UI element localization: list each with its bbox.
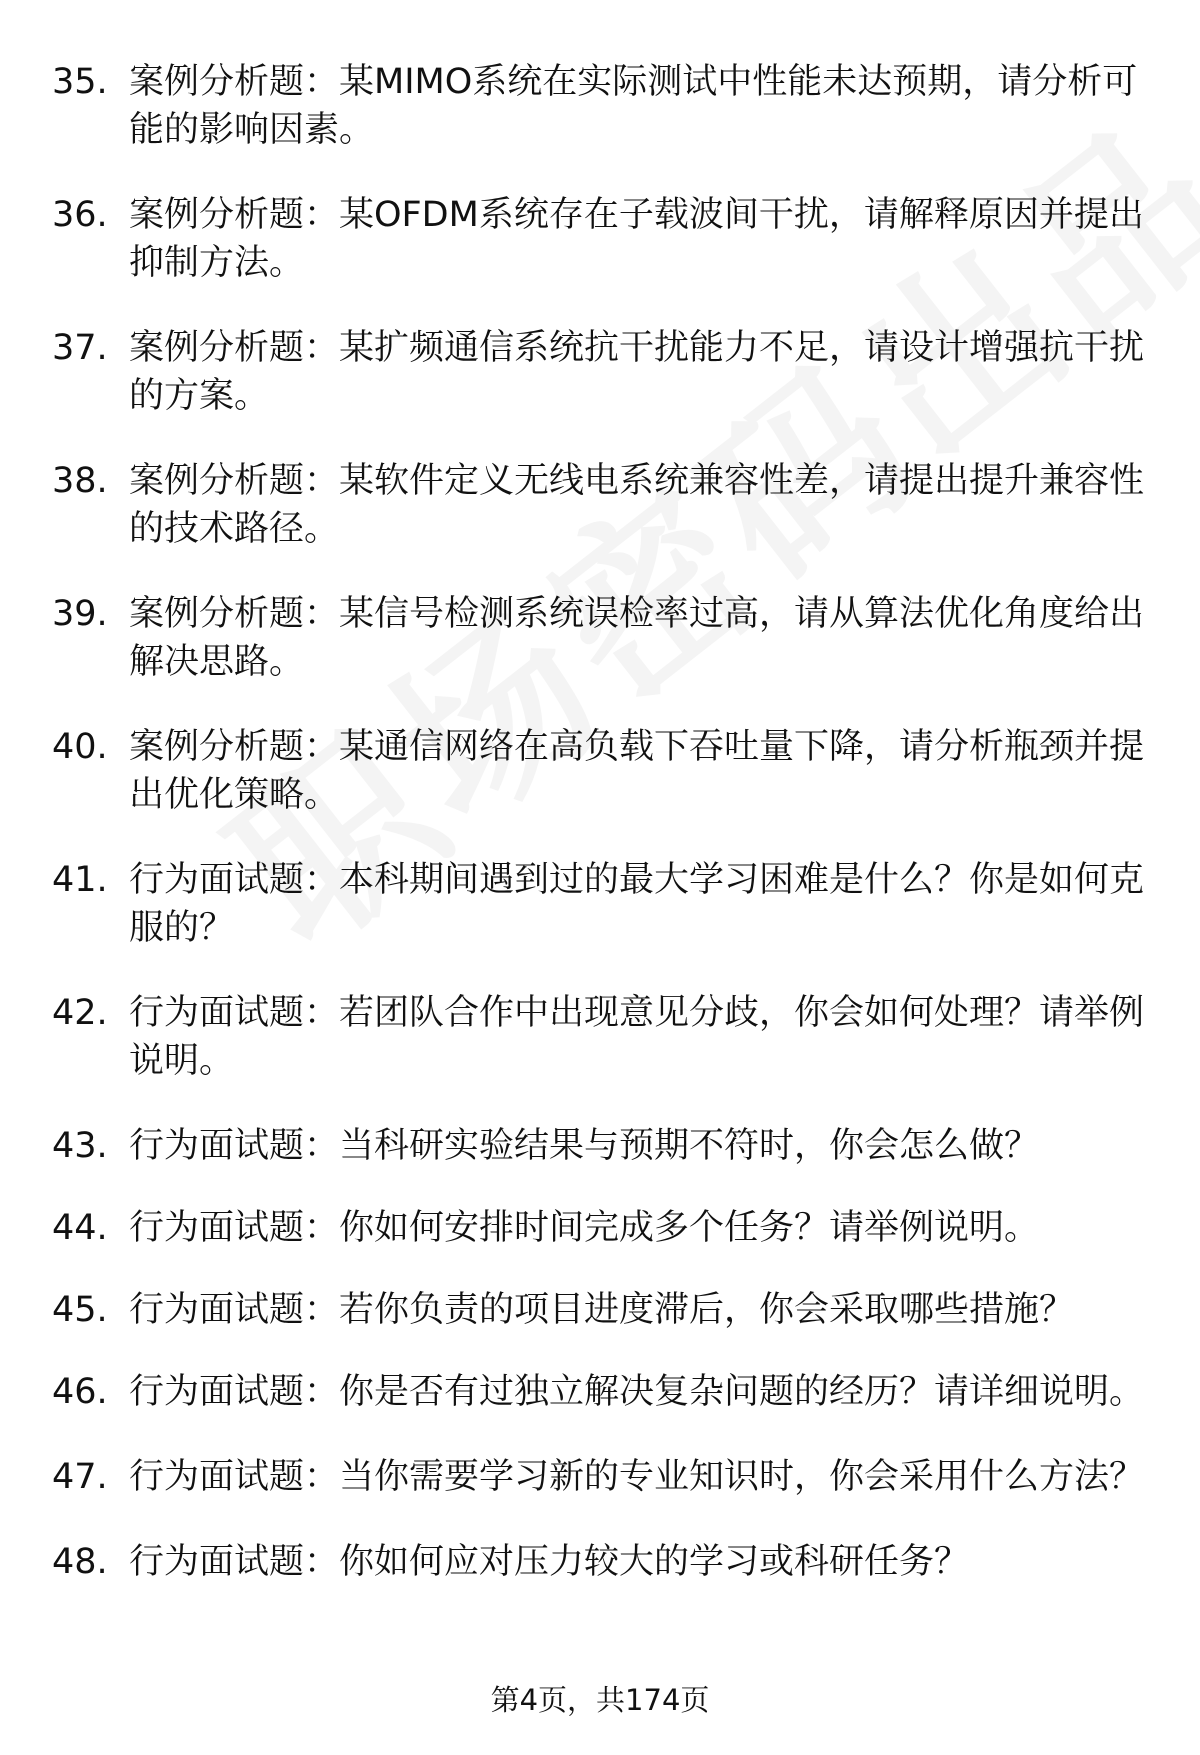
list-item: [52, 457, 1152, 553]
question-text: 案例分析题：某扩频通信系统抗干扰能力不足，请设计增强抗干扰的方案。: [129, 328, 1145, 416]
question-number: 37.: [52, 328, 108, 368]
list-item: [52, 1368, 1152, 1416]
question-number: 39.: [52, 594, 108, 634]
question-text: 案例分析题：某通信网络在高负载下吞吐量下降，请分析瓶颈并提出优化策略。: [129, 727, 1145, 815]
question-text: 案例分析题：某软件定义无线电系统兼容性差，请提出提升兼容性的技术路径。: [129, 461, 1145, 549]
list-item: [52, 1538, 1152, 1586]
question-number: 36.: [52, 195, 108, 235]
list-item: [52, 58, 1152, 154]
list-item: [52, 989, 1152, 1085]
question-text: 行为面试题：当科研实验结果与预期不符时，你会怎么做？: [129, 1126, 1040, 1166]
question-number: 35.: [52, 62, 108, 102]
list-item: [52, 1204, 1152, 1252]
list-item: [52, 324, 1152, 420]
list-item: [52, 1122, 1152, 1170]
question-text: 案例分析题：某OFDM系统存在子载波间干扰，请解释原因并提出抑制方法。: [129, 195, 1144, 283]
page-footer: 第4页，共174页: [490, 1683, 710, 1717]
question-number: 44.: [52, 1208, 108, 1248]
question-text: 行为面试题：你是否有过独立解决复杂问题的经历？请详细说明。: [129, 1372, 1145, 1412]
list-item: [52, 723, 1152, 819]
question-number: 43.: [52, 1126, 108, 1166]
question-number: 47.: [52, 1457, 108, 1497]
list-item: [52, 1453, 1152, 1501]
question-text: 案例分析题：某MIMO系统在实际测试中性能未达预期，请分析可能的影响因素。: [129, 62, 1138, 150]
question-number: 41.: [52, 860, 108, 900]
question-number: 42.: [52, 993, 108, 1033]
question-text: 行为面试题：你如何安排时间完成多个任务？请举例说明。: [129, 1208, 1040, 1248]
question-text: 行为面试题：若团队合作中出现意见分歧，你会如何处理？请举例说明。: [129, 993, 1145, 1081]
list-item: [52, 590, 1152, 686]
list-item: [52, 191, 1152, 287]
question-number: 46.: [52, 1372, 108, 1412]
question-number: 40.: [52, 727, 108, 767]
question-text: 行为面试题：本科期间遇到过的最大学习困难是什么？你是如何克服的？: [129, 860, 1145, 948]
question-text: 行为面试题：你如何应对压力较大的学习或科研任务？: [129, 1542, 970, 1582]
question-number: 48.: [52, 1542, 108, 1582]
question-number: 38.: [52, 461, 108, 501]
question-text: 案例分析题：某信号检测系统误检率过高，请从算法优化角度给出解决思路。: [129, 594, 1145, 682]
question-text: 行为面试题：当你需要学习新的专业知识时，你会采用什么方法？: [129, 1457, 1145, 1497]
list-item: [52, 1286, 1152, 1334]
question-number: 45.: [52, 1290, 108, 1330]
question-text: 行为面试题：若你负责的项目进度滞后，你会采取哪些措施？: [129, 1290, 1075, 1330]
question-list: [52, 58, 1152, 1620]
list-item: [52, 856, 1152, 952]
